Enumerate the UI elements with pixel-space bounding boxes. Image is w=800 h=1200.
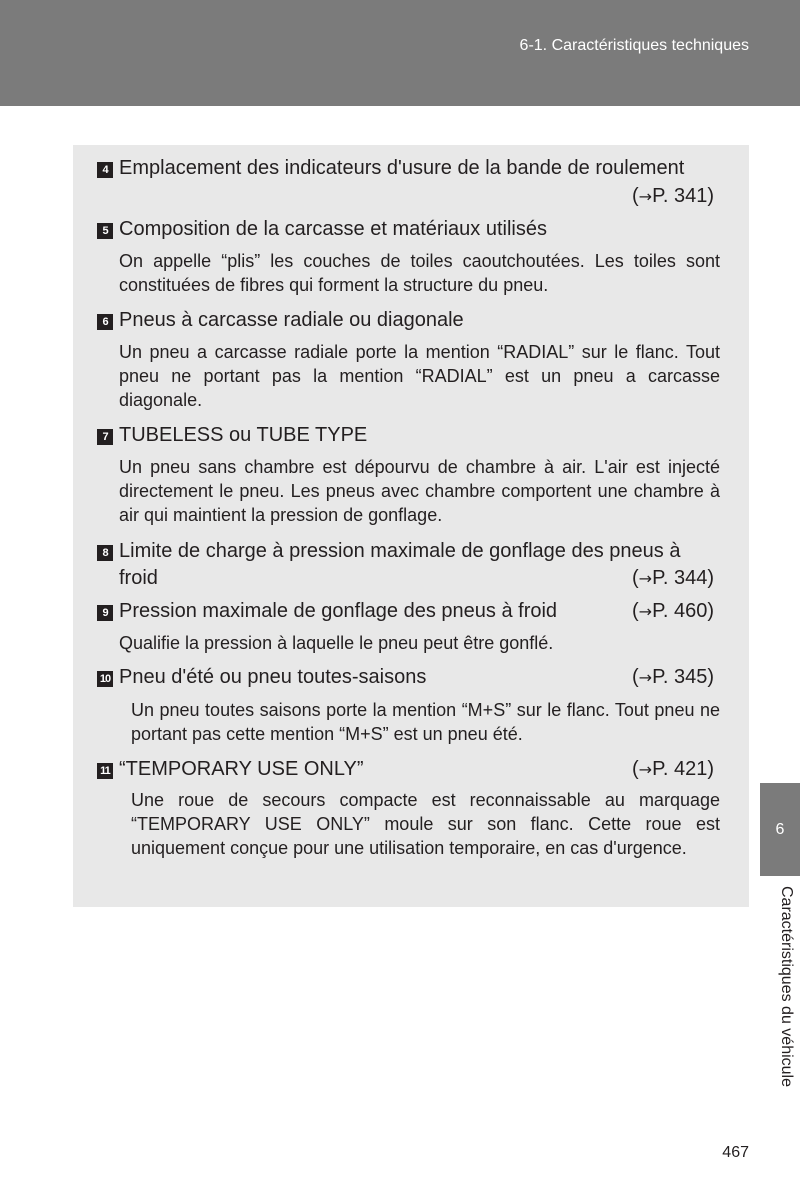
arrow-right-icon: → — [638, 760, 653, 779]
arrow-right-icon: → — [638, 602, 653, 621]
item-title: Limite de charge à pression maximale de gonflage des pneus à — [119, 540, 681, 562]
item-number-badge: 8 — [97, 545, 113, 561]
page-reference: (→P. 421) — [632, 758, 714, 780]
chapter-label: Caractéristiques du véhicule — [778, 886, 795, 1087]
section-title: 6-1. Caractéristiques techniques — [519, 37, 749, 54]
item-title: “TEMPORARY USE ONLY” — [119, 758, 364, 780]
item-9-heading — [97, 598, 720, 624]
header-bar — [0, 0, 800, 106]
item-number-badge: 4 — [97, 162, 113, 178]
item-10-heading — [97, 664, 720, 690]
item-number-badge: 9 — [97, 605, 113, 621]
page-reference: (→P. 341) — [632, 185, 714, 207]
page-reference: (→P. 345) — [632, 666, 714, 688]
page-reference: (→P. 460) — [632, 600, 714, 622]
item-number-badge: 7 — [97, 429, 113, 445]
item-number-badge: 10 — [97, 671, 113, 687]
item-title-continued: froid — [119, 567, 158, 589]
item-10-description: Un pneu toutes saisons porte la mention “M+S” sur le flanc. Tout pneu ne portant pas cette mention “M+S” est un pneu été. — [131, 700, 720, 744]
item-4-heading — [97, 155, 720, 181]
item-title: Pression maximale de gonflage des pneus à froid — [119, 600, 558, 622]
arrow-right-icon: → — [638, 668, 653, 687]
specification-box — [73, 145, 749, 907]
item-7-heading — [97, 422, 720, 448]
item-title: Composition de la carcasse et matériaux utilisés — [119, 218, 547, 240]
item-title: Pneu d'été ou pneu toutes-saisons — [119, 666, 427, 688]
item-9-description: Qualifie la pression à laquelle le pneu peut être gonflé. — [119, 633, 554, 653]
page-reference: (→P. 344) — [632, 567, 714, 589]
page-number: 467 — [722, 1144, 749, 1161]
item-title: Pneus à carcasse radiale ou diagonale — [119, 309, 464, 331]
item-7-description: Un pneu sans chambre est dépourvu de chambre à air. L'air est injecté directement le pneu. Les pneus avec chambre comportent une chambre à air qui maintient la pression de gonflage. — [119, 457, 720, 525]
item-11-heading — [97, 756, 720, 782]
item-6-description: Un pneu a carcasse radiale porte la mention “RADIAL” sur le flanc. Tout pneu ne portant pas la mention “RADIAL” est un pneu a carcasse diagonale. — [119, 342, 720, 410]
item-8-second-line — [97, 565, 720, 591]
arrow-right-icon: → — [638, 187, 653, 206]
item-title: TUBELESS ou TUBE TYPE — [119, 424, 368, 446]
item-number-badge: 5 — [97, 223, 113, 239]
item-5-heading — [97, 216, 720, 242]
item-11-description: Une roue de secours compacte est reconnaissable au marquage “TEMPORARY USE ONLY” moule sur son flanc. Cette roue est uniquement conçue pour une utilisation temporaire, en cas d'urgence. — [131, 790, 720, 858]
item-number-badge: 11 — [97, 763, 113, 779]
item-8-heading — [97, 538, 720, 564]
item-number-badge: 6 — [97, 314, 113, 330]
item-title: Emplacement des indicateurs d'usure de la bande de roulement — [119, 157, 685, 179]
chapter-tab[interactable] — [760, 783, 800, 876]
item-5-description: On appelle “plis” les couches de toiles caoutchoutées. Les toiles sont constituées de fibres qui forment la structure du pneu. — [119, 251, 720, 295]
item-6-heading — [97, 307, 720, 333]
chapter-number: 6 — [775, 821, 785, 838]
arrow-right-icon: → — [638, 569, 653, 588]
